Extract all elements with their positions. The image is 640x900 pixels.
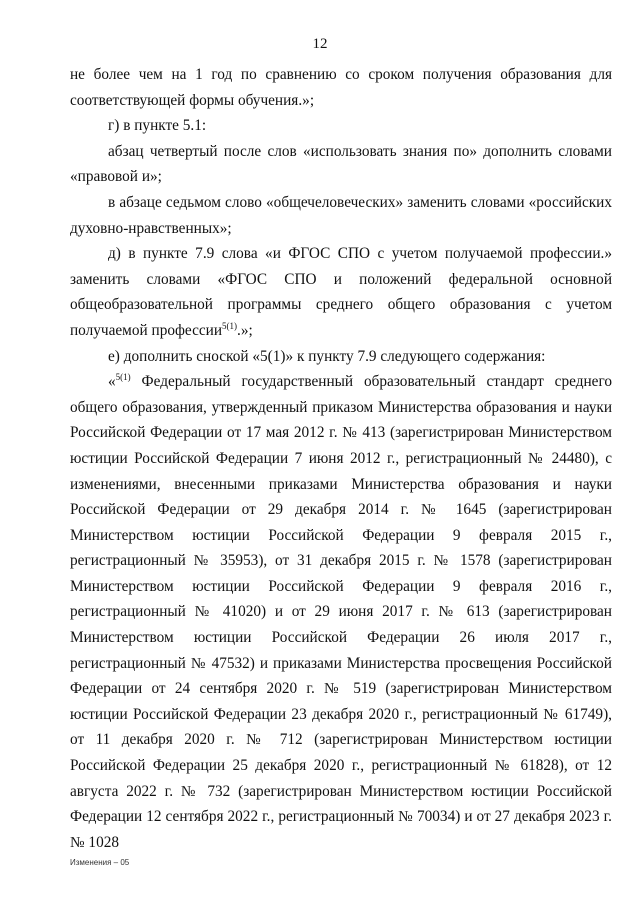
- opening-quote: «: [108, 373, 116, 391]
- footer-label: Изменения – 05: [70, 858, 130, 867]
- paragraph-abzac-seventh: в абзаце седьмом слово «общечеловеческих» заменить словами «российских духовно-нравственных»;: [70, 193, 612, 237]
- footnote-marker: 5(1): [115, 372, 131, 383]
- page-number: 12: [312, 36, 328, 52]
- paragraph-abzac-fourth: абзац четвертый после слов «использовать знания по» дополнить словами «правовой и»;: [70, 142, 612, 186]
- footnote-body: Федеральный государственный образовательный стандарт среднего общего образования, утвержденный приказом Министерства образования и науки Российской Федерации от 17 мая 2012 г. № 413 (зарегистрирован Министерством юстиции Российской Федерации 7 июня 2012 г., регистрационный № 24480), с изменениями, внесенными приказами Министерства образования и науки Российской Федерации от 29 декабря 2014 г. № 1645 (зарегистрирован Министерством юстиции Российской Федерации 9 февраля 2015 г., регистрационный № 35953), от 31 декабря 2015 г. № 1578 (зарегистрирован Министерством юстиции Российской Федерации 9 февраля 2016 г., регистрационный № 41020) и от 29 июня 2017 г. № 613 (зарегистрирован Министерством юстиции Российской Федерации 26 июля 2017 г., регистрационный № 47532) и приказами Министерства просвещения Российской Федерации от 24 сентября 2020 г. № 519 (зарегистрирован Министерством юстиции Российской Федерации 23 декабря 2020 г., регистрационный № 61749), от 11 декабря 2020 г. № 712 (зарегистрирован Министерством юстиции Российской Федерации 25 декабря 2020 г., регистрационный № 61828), от 12 августа 2022 г. № 732 (зарегистрирован Министерством юстиции Российской Федерации 12 сентября 2022 г., регистрационный № 70034) и от 27 декабря 2023 г. № 1028: [70, 373, 612, 851]
- paragraph-item-d-tail: .»;: [237, 321, 253, 339]
- paragraph-footnote-text: [70, 369, 612, 855]
- document-body: [70, 62, 612, 855]
- paragraph-continuation: не более чем на 1 год по сравнению со сроком получения образования для соответствующей формы обучения.»;: [70, 66, 612, 109]
- paragraph-item-d: [70, 241, 612, 343]
- paragraph-item-e: е) дополнить сноской «5(1)» к пункту 7.9 следующего содержания:: [108, 347, 546, 365]
- footnote-marker: 5(1): [222, 320, 238, 331]
- paragraph-item-g: г) в пункте 5.1:: [108, 117, 207, 135]
- paragraph-item-d-text: д) в пункте 7.9 слова «и ФГОС СПО с учетом получаемой профессии.» заменить словами «ФГОС СПО и положений федеральной основной общеобразовательной программы среднего общего образования с учетом получаемой профессии: [70, 245, 612, 339]
